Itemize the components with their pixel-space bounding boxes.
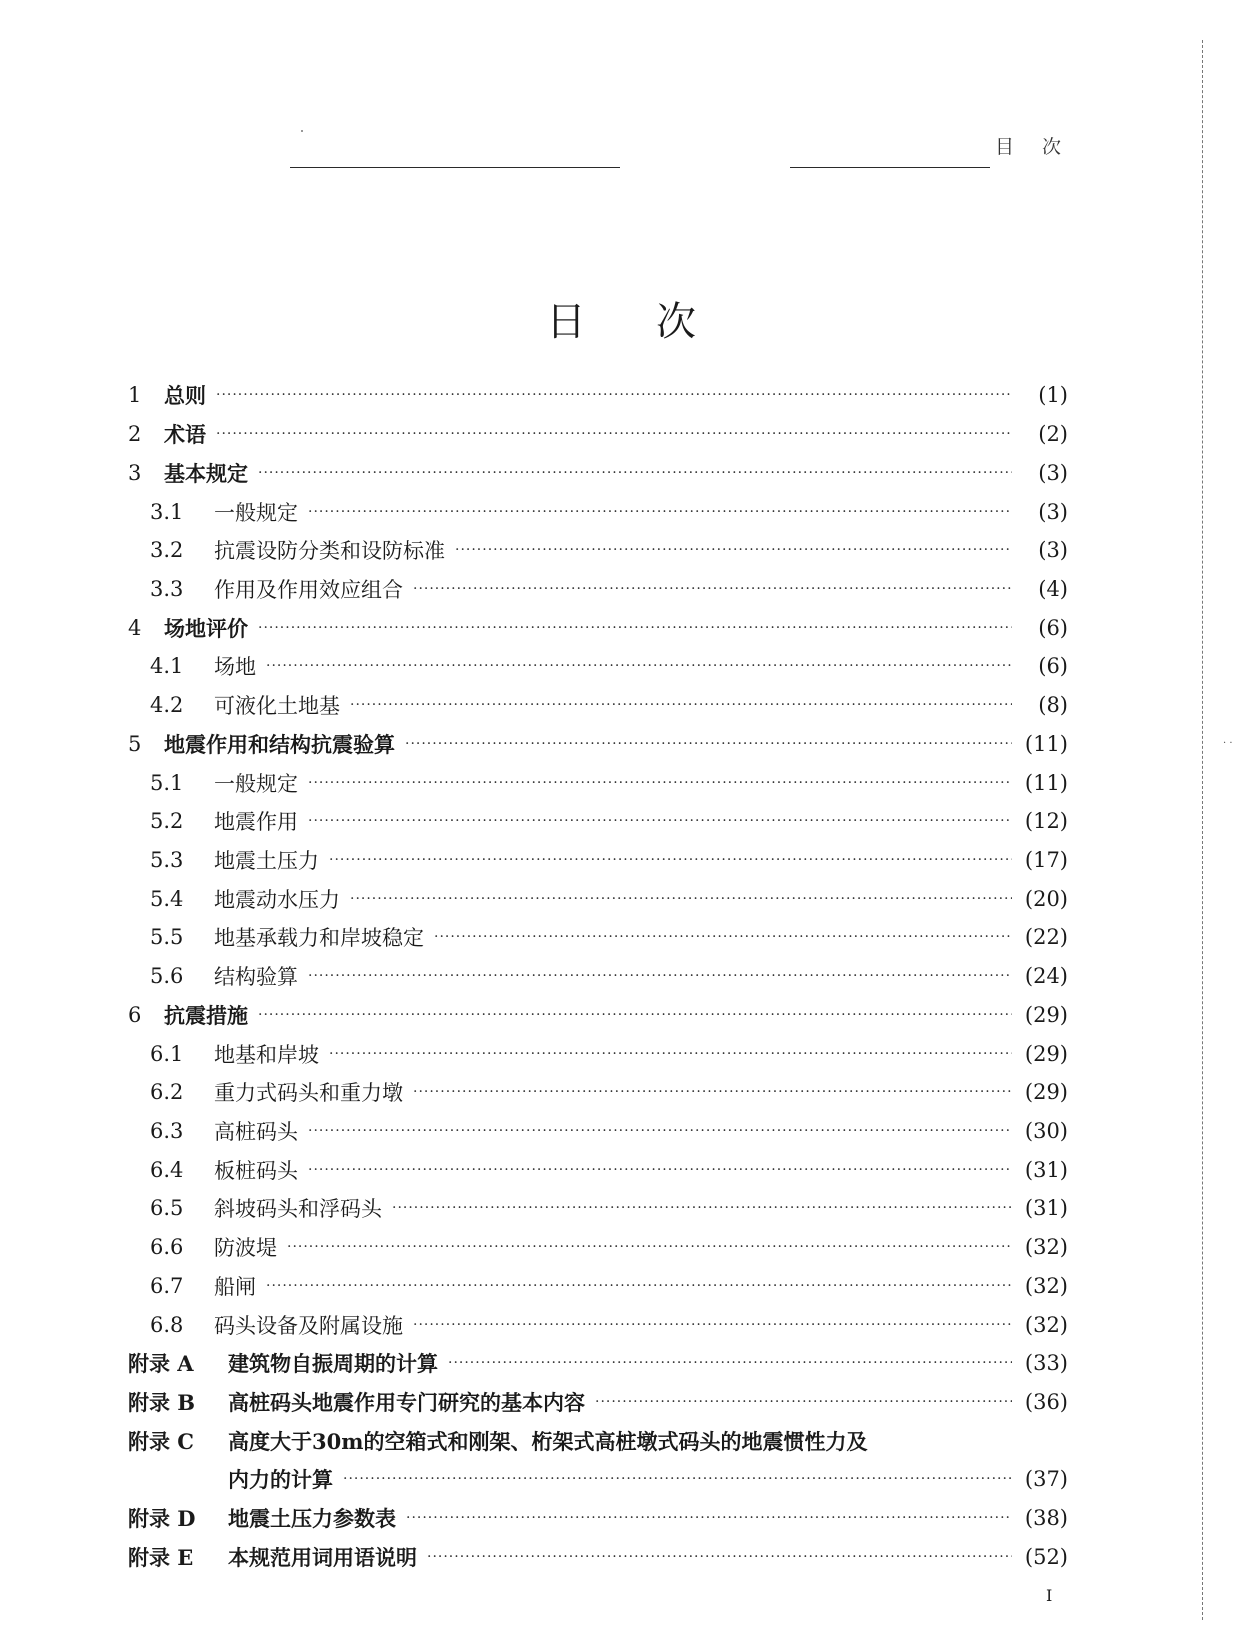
toc-label: 本规范用词用语说明 [228, 1544, 417, 1570]
toc-leader-dots [308, 969, 1012, 983]
toc-number: 6.7 [150, 1273, 184, 1298]
toc-label: 场地评价 [164, 615, 248, 641]
toc-label: 高桩码头地震作用专门研究的基本内容 [228, 1390, 585, 1416]
toc-entry[interactable] [128, 376, 1068, 415]
toc-leader-dots [329, 1047, 1012, 1061]
toc-label: 码头设备及附属设施 [214, 1313, 403, 1338]
toc-label: 斜坡码头和浮码头 [214, 1197, 382, 1222]
toc-number: 3.2 [150, 538, 184, 563]
toc-number: 5.6 [150, 964, 184, 989]
toc-entry[interactable] [128, 1150, 1068, 1189]
toc-entry[interactable] [128, 1421, 1068, 1460]
toc-number: 6.2 [150, 1080, 184, 1105]
toc-number: 1 [128, 383, 142, 408]
binding-margin-line [1202, 40, 1203, 1620]
toc-leader-dots [427, 1550, 1012, 1564]
toc-entry[interactable] [128, 879, 1068, 918]
toc-leader-dots [434, 930, 1012, 944]
toc-label: 总则 [164, 383, 206, 409]
toc-number: 5.1 [150, 770, 184, 795]
toc-number: 3.3 [150, 576, 184, 601]
toc-page: (32) [1024, 1235, 1068, 1260]
toc-page: (1) [1038, 383, 1068, 408]
toc-entry[interactable] [128, 1189, 1068, 1228]
toc-label: 地震土压力参数表 [228, 1506, 396, 1532]
toc-number: 附录 C [128, 1428, 195, 1454]
toc-entry[interactable] [128, 1112, 1068, 1151]
table-of-contents [128, 376, 1068, 1576]
toc-leader-dots [258, 621, 1012, 635]
toc-label: 地震作用 [214, 810, 298, 835]
toc-page: (30) [1024, 1119, 1068, 1144]
toc-entry[interactable] [128, 841, 1068, 880]
toc-number: 附录 E [128, 1544, 194, 1570]
toc-number: 4.1 [150, 654, 184, 679]
toc-page: (3) [1038, 538, 1068, 563]
toc-page: (52) [1024, 1544, 1068, 1569]
toc-leader-dots [392, 1201, 1012, 1215]
toc-leader-dots [406, 1511, 1012, 1525]
toc-entry[interactable] [128, 996, 1068, 1035]
toc-label: 一般规定 [214, 500, 298, 525]
toc-label: 高度大于30m的空箱式和刚架、桁架式高桩墩式码头的地震惯性力及 [228, 1428, 868, 1454]
toc-leader-dots [287, 1240, 1012, 1254]
toc-number: 6 [128, 1002, 142, 1027]
toc-page: (3) [1038, 460, 1068, 485]
toc-number: 5 [128, 731, 142, 756]
toc-page: (29) [1024, 1041, 1068, 1066]
toc-number: 5.4 [150, 886, 184, 911]
toc-number: 6.8 [150, 1312, 184, 1337]
toc-page: (20) [1024, 886, 1068, 911]
toc-entry[interactable] [128, 531, 1068, 570]
toc-number: 附录 A [128, 1351, 194, 1377]
toc-label: 建筑物自振周期的计算 [228, 1351, 438, 1377]
toc-leader-dots [329, 853, 1012, 867]
toc-page: (38) [1024, 1506, 1068, 1531]
toc-page: (31) [1024, 1157, 1068, 1182]
toc-page: (17) [1024, 847, 1068, 872]
toc-leader-dots [455, 543, 1012, 557]
toc-label: 地基承载力和岸坡稳定 [214, 926, 424, 951]
toc-entry[interactable] [128, 1383, 1068, 1422]
toc-number: 5.5 [150, 925, 184, 950]
toc-leader-dots [308, 814, 1012, 828]
page-title: 日次 [546, 299, 766, 345]
toc-label: 板桩码头 [214, 1158, 298, 1183]
toc-entry[interactable] [128, 686, 1068, 725]
toc-page: (12) [1024, 809, 1068, 834]
toc-entry[interactable] [128, 1267, 1068, 1306]
toc-page: (6) [1038, 654, 1068, 679]
toc-number: 4 [128, 615, 142, 640]
toc-leader-dots [350, 892, 1012, 906]
toc-label: 地震动水压力 [214, 887, 340, 912]
toc-entry[interactable] [128, 647, 1068, 686]
toc-page: (24) [1024, 964, 1068, 989]
toc-label: 术语 [164, 422, 206, 448]
toc-entry[interactable] [128, 1228, 1068, 1267]
toc-page: (11) [1024, 731, 1068, 756]
scan-speck [301, 130, 303, 132]
toc-page: (33) [1024, 1351, 1068, 1376]
toc-number: 4.2 [150, 693, 184, 718]
edge-marks: · · [1223, 738, 1233, 749]
toc-entry[interactable] [128, 957, 1068, 996]
toc-label: 场地 [214, 655, 256, 680]
toc-label: 抗震措施 [164, 1002, 248, 1028]
toc-entry[interactable] [128, 1499, 1068, 1538]
toc-number: 3 [128, 460, 142, 485]
toc-leader-dots [448, 1356, 1012, 1370]
toc-number: 3.1 [150, 499, 184, 524]
toc-entry[interactable] [128, 570, 1068, 609]
toc-leader-dots [266, 1279, 1012, 1293]
toc-label: 防波堤 [214, 1236, 277, 1261]
toc-entry[interactable] [128, 453, 1068, 492]
header-rule-left [290, 167, 620, 168]
toc-entry[interactable] [128, 763, 1068, 802]
toc-leader-dots [343, 1472, 1012, 1486]
toc-page: (37) [1024, 1467, 1068, 1492]
toc-page: (4) [1038, 576, 1068, 601]
toc-page: (31) [1024, 1196, 1068, 1221]
toc-page: (32) [1024, 1312, 1068, 1337]
toc-label: 可液化土地基 [214, 694, 340, 719]
toc-entry[interactable] [128, 1305, 1068, 1344]
toc-page: (32) [1024, 1273, 1068, 1298]
toc-label: 作用及作用效应组合 [214, 577, 403, 602]
toc-entry[interactable] [128, 492, 1068, 531]
toc-leader-dots [413, 1318, 1012, 1332]
toc-leader-dots [308, 776, 1012, 790]
toc-entry[interactable] [128, 1344, 1068, 1383]
toc-leader-dots [350, 698, 1012, 712]
header-rule-right [790, 167, 990, 168]
toc-page: (29) [1024, 1080, 1068, 1105]
toc-entry[interactable] [128, 1538, 1068, 1577]
toc-leader-dots [308, 1163, 1012, 1177]
toc-page: (2) [1038, 422, 1068, 447]
toc-entry[interactable] [128, 802, 1068, 841]
toc-entry[interactable] [128, 918, 1068, 957]
toc-leader-dots [405, 737, 1012, 751]
toc-entry[interactable] [128, 415, 1068, 454]
toc-number: 6.4 [150, 1157, 184, 1182]
toc-number: 5.3 [150, 847, 184, 872]
toc-label: 结构验算 [214, 965, 298, 990]
toc-page: (11) [1024, 770, 1068, 795]
toc-leader-dots [308, 505, 1012, 519]
toc-leader-dots [266, 659, 1012, 673]
toc-label: 高桩码头 [214, 1120, 298, 1145]
toc-leader-dots [595, 1395, 1012, 1409]
toc-leader-dots [413, 1085, 1012, 1099]
toc-number: 6.3 [150, 1119, 184, 1144]
toc-label: 一般规定 [214, 771, 298, 796]
toc-entry[interactable] [128, 1073, 1068, 1112]
toc-number: 6.5 [150, 1196, 184, 1221]
toc-leader-dots [308, 1124, 1012, 1138]
toc-label: 抗震设防分类和设防标准 [214, 539, 445, 564]
toc-number: 附录 B [128, 1390, 196, 1416]
toc-number: 5.2 [150, 809, 184, 834]
toc-leader-dots [216, 427, 1012, 441]
running-head: 目次 [995, 136, 1090, 158]
toc-label: 地基和岸坡 [214, 1042, 319, 1067]
toc-label: 内力的计算 [228, 1467, 333, 1493]
toc-label: 重力式码头和重力墩 [214, 1081, 403, 1106]
toc-label: 基本规定 [164, 460, 248, 486]
toc-entry[interactable] [128, 1034, 1068, 1073]
toc-number: 2 [128, 422, 142, 447]
toc-number: 6.1 [150, 1041, 184, 1066]
toc-number: 6.6 [150, 1235, 184, 1260]
toc-page: (22) [1024, 925, 1068, 950]
toc-page: (29) [1024, 1002, 1068, 1027]
toc-leader-dots [413, 582, 1012, 596]
toc-page: (8) [1038, 693, 1068, 718]
toc-label: 地震土压力 [214, 848, 319, 873]
toc-entry-continued[interactable] [128, 1460, 1068, 1499]
toc-number: 附录 D [128, 1506, 196, 1532]
toc-leader-dots [216, 388, 1012, 402]
toc-page: (3) [1038, 499, 1068, 524]
toc-page: (6) [1038, 615, 1068, 640]
toc-label: 船闸 [214, 1274, 256, 1299]
page-number: I [1046, 1586, 1053, 1605]
toc-label: 地震作用和结构抗震验算 [164, 731, 395, 757]
toc-leader-dots [258, 466, 1012, 480]
toc-entry[interactable] [128, 724, 1068, 763]
toc-entry[interactable] [128, 608, 1068, 647]
toc-leader-dots [258, 1008, 1012, 1022]
toc-page: (36) [1024, 1390, 1068, 1415]
